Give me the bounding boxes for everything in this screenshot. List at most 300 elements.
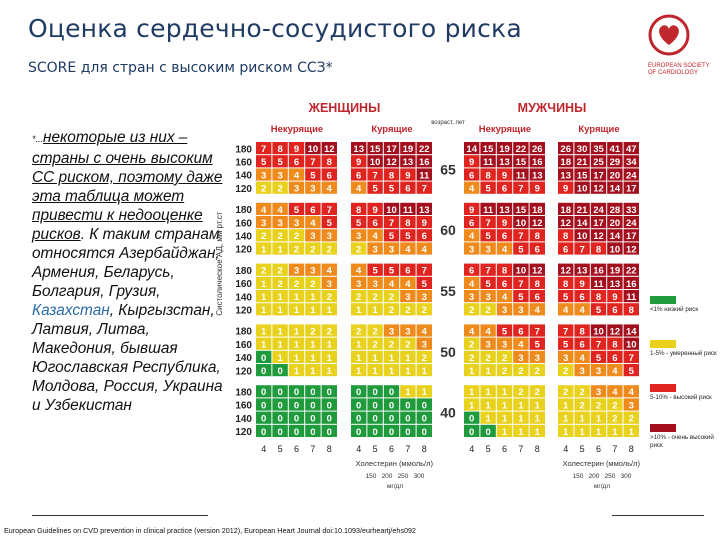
risk-value: 6 (612, 352, 618, 364)
risk-value: 1 (501, 413, 508, 425)
risk-value: 4 (579, 305, 585, 317)
risk-value: 9 (356, 157, 362, 169)
risk-value: 8 (405, 218, 411, 230)
chol-tick-label: 4 (469, 444, 475, 454)
risk-value: 1 (628, 426, 634, 438)
risk-value: 19 (609, 265, 621, 277)
sbp-tick-label: 160 (235, 400, 252, 412)
men-label: МУЖЧИНЫ (517, 101, 587, 115)
risk-value: 1 (277, 244, 283, 256)
risk-value: 13 (609, 278, 621, 290)
risk-value: 28 (609, 204, 621, 216)
sbp-tick-label: 120 (235, 427, 252, 439)
risk-value: 12 (532, 218, 543, 230)
risk-value: 2 (579, 400, 585, 412)
risk-value: 1 (485, 366, 491, 378)
risk-value: 4 (469, 278, 475, 290)
risk-value: 3 (277, 170, 283, 182)
risk-value: 10 (369, 157, 381, 169)
risk-value: 15 (482, 144, 494, 156)
risk-value: 13 (576, 265, 588, 277)
risk-value: 1 (356, 339, 362, 351)
chol-tick-label: 6 (293, 444, 300, 454)
risk-value: 14 (609, 231, 621, 243)
chol-axis-label-men: Холестерин (ммоль/л) (562, 459, 640, 468)
risk-value: 2 (612, 413, 618, 425)
risk-value: 3 (293, 265, 300, 277)
divider-line-left (32, 515, 208, 516)
risk-value: 5 (485, 183, 491, 195)
risk-value: 5 (628, 366, 634, 378)
risk-value: 0 (388, 400, 395, 412)
chol-tick-label: 7 (310, 444, 316, 454)
risk-value: 3 (277, 218, 283, 230)
risk-value: 3 (518, 352, 524, 364)
legend-label: >10% - очень высокий риск (650, 434, 714, 449)
risk-value: 12 (593, 183, 604, 195)
risk-value: 1 (310, 305, 316, 317)
risk-value: 9 (421, 218, 427, 230)
age-label: 50 (440, 343, 456, 360)
chol-axis-label-women: Холестерин (ммоль/л) (355, 459, 433, 468)
risk-value: 7 (326, 204, 332, 216)
risk-value: 6 (534, 292, 540, 304)
risk-value: 4 (485, 326, 491, 338)
risk-value: 0 (293, 387, 300, 399)
risk-value: 12 (626, 244, 637, 256)
risk-value: 4 (579, 352, 585, 364)
risk-value: 12 (609, 326, 621, 338)
risk-value: 21 (576, 204, 588, 216)
sbp-tick-label: 120 (235, 366, 252, 378)
risk-value: 5 (388, 231, 395, 243)
risk-value: 9 (469, 157, 475, 169)
risk-value: 1 (310, 339, 316, 351)
risk-value: 1 (326, 339, 332, 351)
risk-value: 2 (421, 352, 427, 364)
risk-value: 1 (277, 352, 283, 364)
risk-value: 2 (388, 305, 395, 317)
risk-value: 0 (388, 387, 395, 399)
risk-value: 3 (485, 339, 491, 351)
risk-value: 2 (563, 387, 569, 399)
risk-value: 16 (419, 157, 430, 169)
risk-value: 4 (326, 183, 332, 195)
risk-value: 8 (534, 278, 540, 290)
risk-value: 13 (402, 157, 414, 169)
risk-value: 22 (626, 265, 637, 277)
risk-value: 22 (515, 144, 527, 156)
risk-value: 2 (628, 413, 634, 425)
risk-value: 2 (405, 305, 411, 317)
risk-value: 2 (293, 278, 300, 290)
risk-value: 5 (326, 218, 332, 230)
risk-value: 7 (388, 218, 395, 230)
risk-value: 12 (324, 144, 335, 156)
risk-value: 1 (518, 426, 524, 438)
risk-value: 3 (310, 265, 316, 277)
risk-value: 3 (405, 292, 411, 304)
risk-value: 3 (469, 292, 475, 304)
risk-value: 7 (518, 183, 524, 195)
sbp-tick-label: 140 (235, 170, 252, 182)
risk-value: 4 (612, 387, 618, 399)
risk-value: 1 (485, 400, 491, 412)
risk-value: 1 (293, 339, 300, 351)
risk-value: 3 (485, 292, 491, 304)
risk-value: 25 (593, 157, 604, 169)
risk-value: 2 (421, 305, 427, 317)
risk-value: 2 (388, 339, 395, 351)
mgdl-tick-label: 150 (572, 473, 584, 480)
risk-value: 1 (326, 352, 332, 364)
risk-value: 0 (421, 426, 427, 438)
sbp-tick-label: 180 (235, 144, 252, 156)
risk-value: 0 (356, 400, 362, 412)
risk-value: 2 (485, 305, 491, 317)
risk-value: 15 (515, 157, 527, 169)
risk-value: 0 (310, 400, 316, 412)
countries-note (32, 128, 224, 415)
risk-value: 1 (277, 292, 283, 304)
risk-value: 11 (483, 204, 494, 216)
risk-value: 1 (293, 305, 300, 317)
risk-value: 2 (326, 292, 332, 304)
risk-value: 15 (369, 144, 381, 156)
risk-value: 1 (612, 426, 618, 438)
risk-value: 1 (277, 305, 283, 317)
risk-value: 7 (563, 326, 569, 338)
risk-value: 11 (419, 170, 430, 182)
risk-value: 11 (515, 170, 526, 182)
risk-value: 4 (421, 326, 427, 338)
risk-value: 3 (518, 305, 524, 317)
risk-value: 2 (356, 244, 362, 256)
risk-value: 3 (595, 387, 602, 399)
risk-value: 2 (612, 400, 618, 412)
risk-value: 3 (388, 326, 395, 338)
risk-value: 0 (356, 426, 362, 438)
risk-value: 5 (534, 339, 540, 351)
risk-value: 2 (372, 339, 378, 351)
risk-value: 4 (421, 244, 427, 256)
risk-value: 12 (560, 218, 571, 230)
risk-value: 20 (609, 218, 621, 230)
chol-tick-label: 4 (261, 444, 267, 454)
risk-value: 5 (563, 339, 569, 351)
risk-value: 5 (485, 278, 491, 290)
risk-value: 8 (534, 231, 540, 243)
chol-tick-label: 6 (501, 444, 508, 454)
risk-value: 9 (563, 183, 569, 195)
chol-tick-label: 6 (595, 444, 602, 454)
risk-value: 11 (483, 157, 494, 169)
risk-value: 2 (485, 352, 491, 364)
risk-value: 1 (293, 292, 300, 304)
risk-value: 0 (372, 413, 378, 425)
risk-value: 4 (469, 326, 475, 338)
mgdl-tick-label: 250 (397, 473, 409, 480)
smoking-label-women_nonsmoker: Некурящие (270, 124, 324, 135)
risk-value: 1 (534, 413, 540, 425)
risk-value: 2 (310, 278, 316, 290)
risk-value: 8 (501, 265, 508, 277)
risk-value: 4 (563, 305, 569, 317)
risk-value: 1 (501, 426, 508, 438)
risk-value: 12 (532, 265, 543, 277)
age-label: 40 (440, 404, 456, 421)
risk-value: 1 (501, 387, 508, 399)
risk-value: 5 (595, 305, 602, 317)
risk-value: 5 (372, 265, 378, 277)
risk-value: 3 (421, 292, 427, 304)
risk-value: 6 (405, 265, 411, 277)
risk-value: 16 (626, 278, 637, 290)
risk-value: 10 (576, 231, 588, 243)
risk-value: 2 (261, 231, 267, 243)
risk-value: 1 (356, 366, 362, 378)
sbp-tick-label: 180 (235, 205, 252, 217)
legend-swatch (650, 296, 676, 304)
risk-value: 1 (261, 326, 267, 338)
risk-value: 10 (515, 265, 527, 277)
risk-value: 1 (595, 426, 602, 438)
note-kazakhstan: Казахстан (32, 302, 110, 319)
risk-value: 0 (293, 413, 300, 425)
smoking-label-women_smoker: Курящие (371, 124, 413, 135)
risk-value: 7 (372, 170, 378, 182)
risk-value: 2 (518, 366, 524, 378)
risk-value: 33 (626, 204, 637, 216)
risk-value: 1 (595, 413, 602, 425)
risk-value: 8 (579, 326, 585, 338)
risk-value: 13 (499, 204, 510, 216)
risk-value: 14 (466, 144, 477, 156)
chol-tick-label: 4 (563, 444, 569, 454)
risk-value: 2 (293, 244, 300, 256)
risk-value: 0 (310, 387, 316, 399)
risk-value: 3 (293, 218, 300, 230)
mgdl-tick-label: 300 (620, 473, 632, 480)
heart-logo-icon (648, 14, 690, 56)
chol-tick-label: 5 (579, 444, 585, 454)
risk-value: 1 (277, 326, 283, 338)
risk-value: 0 (261, 426, 267, 438)
risk-value: 6 (421, 231, 427, 243)
risk-value: 29 (609, 157, 621, 169)
risk-value: 6 (579, 292, 585, 304)
risk-value: 1 (293, 352, 300, 364)
risk-value: 9 (469, 204, 475, 216)
risk-value: 0 (261, 400, 267, 412)
risk-value: 16 (593, 265, 604, 277)
risk-value: 13 (499, 157, 510, 169)
chol-tick-label: 7 (518, 444, 524, 454)
footer-citation: European Guidelines on CVD prevention in clinical practice (version 2012), European Heart Journal doi:10.1093/eurheartj/ehs092 (4, 526, 416, 535)
risk-value: 0 (310, 426, 316, 438)
risk-value: 5 (518, 244, 524, 256)
chol-tick-label: 5 (277, 444, 283, 454)
risk-value: 8 (356, 204, 362, 216)
risk-value: 12 (560, 265, 571, 277)
risk-value: 5 (261, 157, 267, 169)
risk-value: 0 (372, 426, 378, 438)
risk-value: 1 (518, 400, 524, 412)
risk-value: 6 (469, 218, 475, 230)
risk-value: 3 (421, 339, 427, 351)
risk-value: 1 (372, 305, 378, 317)
risk-value: 6 (326, 170, 332, 182)
sbp-tick-label: 180 (235, 265, 252, 277)
risk-value: 1 (261, 292, 267, 304)
risk-value: 0 (405, 400, 411, 412)
risk-value: 0 (293, 426, 300, 438)
risk-value: 2 (534, 366, 540, 378)
risk-value: 2 (310, 244, 316, 256)
risk-value: 0 (261, 352, 267, 364)
risk-value: 2 (277, 278, 283, 290)
risk-value: 3 (356, 278, 362, 290)
divider-line-right (612, 515, 704, 516)
risk-value: 0 (310, 413, 316, 425)
sbp-tick-label: 120 (235, 244, 252, 256)
risk-value: 26 (532, 144, 543, 156)
risk-value: 2 (261, 265, 267, 277)
risk-value: 16 (532, 157, 543, 169)
mgdl-tick-label: 200 (588, 473, 600, 480)
risk-value: 5 (388, 183, 395, 195)
legend-label: 1-5% - умеренный риск (650, 350, 717, 357)
sbp-tick-label: 140 (235, 413, 252, 425)
risk-value: 2 (326, 326, 332, 338)
risk-value: 24 (593, 204, 604, 216)
risk-value: 8 (595, 292, 602, 304)
risk-value: 2 (501, 352, 508, 364)
risk-value: 0 (388, 413, 395, 425)
sbp-tick-label: 160 (235, 339, 252, 351)
risk-value: 8 (277, 144, 283, 156)
risk-value: 1 (310, 292, 316, 304)
risk-value: 1 (421, 387, 427, 399)
risk-value: 14 (576, 218, 588, 230)
risk-value: 4 (310, 218, 316, 230)
risk-value: 4 (501, 292, 508, 304)
age-label: 55 (440, 283, 456, 299)
risk-value: 7 (485, 218, 491, 230)
risk-value: 0 (372, 387, 378, 399)
smoking-label-men_nonsmoker: Некурящие (478, 124, 532, 135)
risk-value: 5 (372, 183, 378, 195)
risk-value: 1 (405, 352, 411, 364)
risk-value: 0 (421, 413, 427, 425)
risk-value: 4 (612, 366, 618, 378)
risk-value: 9 (579, 278, 585, 290)
mgdl-tick-label: 300 (413, 473, 425, 480)
risk-value: 0 (277, 413, 283, 425)
risk-value: 1 (469, 366, 475, 378)
risk-value: 6 (579, 339, 585, 351)
risk-value: 1 (469, 400, 475, 412)
legend-entry (650, 296, 720, 314)
risk-value: 2 (501, 366, 508, 378)
sbp-tick-label: 180 (235, 387, 252, 399)
risk-value: 1 (261, 278, 267, 290)
risk-value: 2 (469, 339, 475, 351)
legend-label: <1% низкий риск (650, 306, 699, 313)
risk-value: 15 (576, 170, 588, 182)
sbp-tick-label: 140 (235, 353, 252, 365)
risk-value: 1 (579, 426, 585, 438)
risk-value: 17 (626, 231, 637, 243)
risk-value: 8 (563, 231, 569, 243)
risk-value: 7 (421, 183, 427, 195)
risk-value: 14 (609, 183, 621, 195)
risk-value: 1 (356, 352, 362, 364)
risk-value: 1 (372, 366, 378, 378)
legend-entry (650, 424, 720, 449)
risk-value: 1 (421, 366, 427, 378)
risk-value: 5 (518, 292, 524, 304)
risk-value: 0 (356, 387, 362, 399)
risk-value: 0 (277, 366, 283, 378)
risk-value: 30 (576, 144, 588, 156)
risk-value: 0 (372, 400, 378, 412)
risk-value: 0 (469, 426, 475, 438)
risk-value: 15 (515, 204, 527, 216)
risk-value: 1 (326, 305, 332, 317)
risk-value: 0 (421, 400, 427, 412)
risk-value: 10 (307, 144, 319, 156)
risk-value: 8 (595, 244, 602, 256)
risk-value: 11 (626, 292, 637, 304)
risk-value: 3 (579, 366, 585, 378)
risk-value: 22 (419, 144, 430, 156)
risk-value: 3 (261, 170, 267, 182)
logo-text: EUROPEAN SOCIETY OF CARDIOLOGY (648, 63, 710, 76)
legend-swatch (650, 424, 676, 432)
mgdl-tick-label: 150 (365, 473, 377, 480)
risk-value: 8 (612, 339, 618, 351)
risk-value: 4 (534, 305, 540, 317)
risk-value: 4 (293, 170, 300, 182)
risk-value: 1 (534, 400, 540, 412)
risk-value: 8 (485, 170, 491, 182)
risk-value: 18 (560, 204, 571, 216)
risk-value: 3 (310, 231, 316, 243)
risk-value: 2 (405, 339, 411, 351)
risk-value: 2 (579, 387, 585, 399)
note-rest-b: , Кыргызстан, Латвия, Литва, Македония, бывшая Югославская Республика, Молдова, Россия, Украина и Узбекистан (32, 302, 223, 414)
risk-value: 6 (501, 278, 508, 290)
risk-value: 2 (388, 292, 395, 304)
risk-value: 5 (595, 352, 602, 364)
risk-value: 2 (310, 326, 316, 338)
risk-value: 4 (405, 278, 411, 290)
risk-value: 10 (626, 339, 637, 351)
risk-value: 18 (532, 204, 543, 216)
risk-value: 5 (485, 231, 491, 243)
risk-value: 34 (626, 157, 637, 169)
mgdl-unit-label: мг/дл (386, 483, 404, 490)
risk-value: 1 (326, 366, 332, 378)
risk-value: 6 (534, 244, 540, 256)
risk-value: 1 (485, 413, 491, 425)
risk-value: 6 (612, 305, 618, 317)
risk-value: 17 (593, 170, 604, 182)
risk-value: 0 (356, 413, 362, 425)
risk-value: 3 (501, 305, 508, 317)
risk-value: 1 (261, 244, 267, 256)
